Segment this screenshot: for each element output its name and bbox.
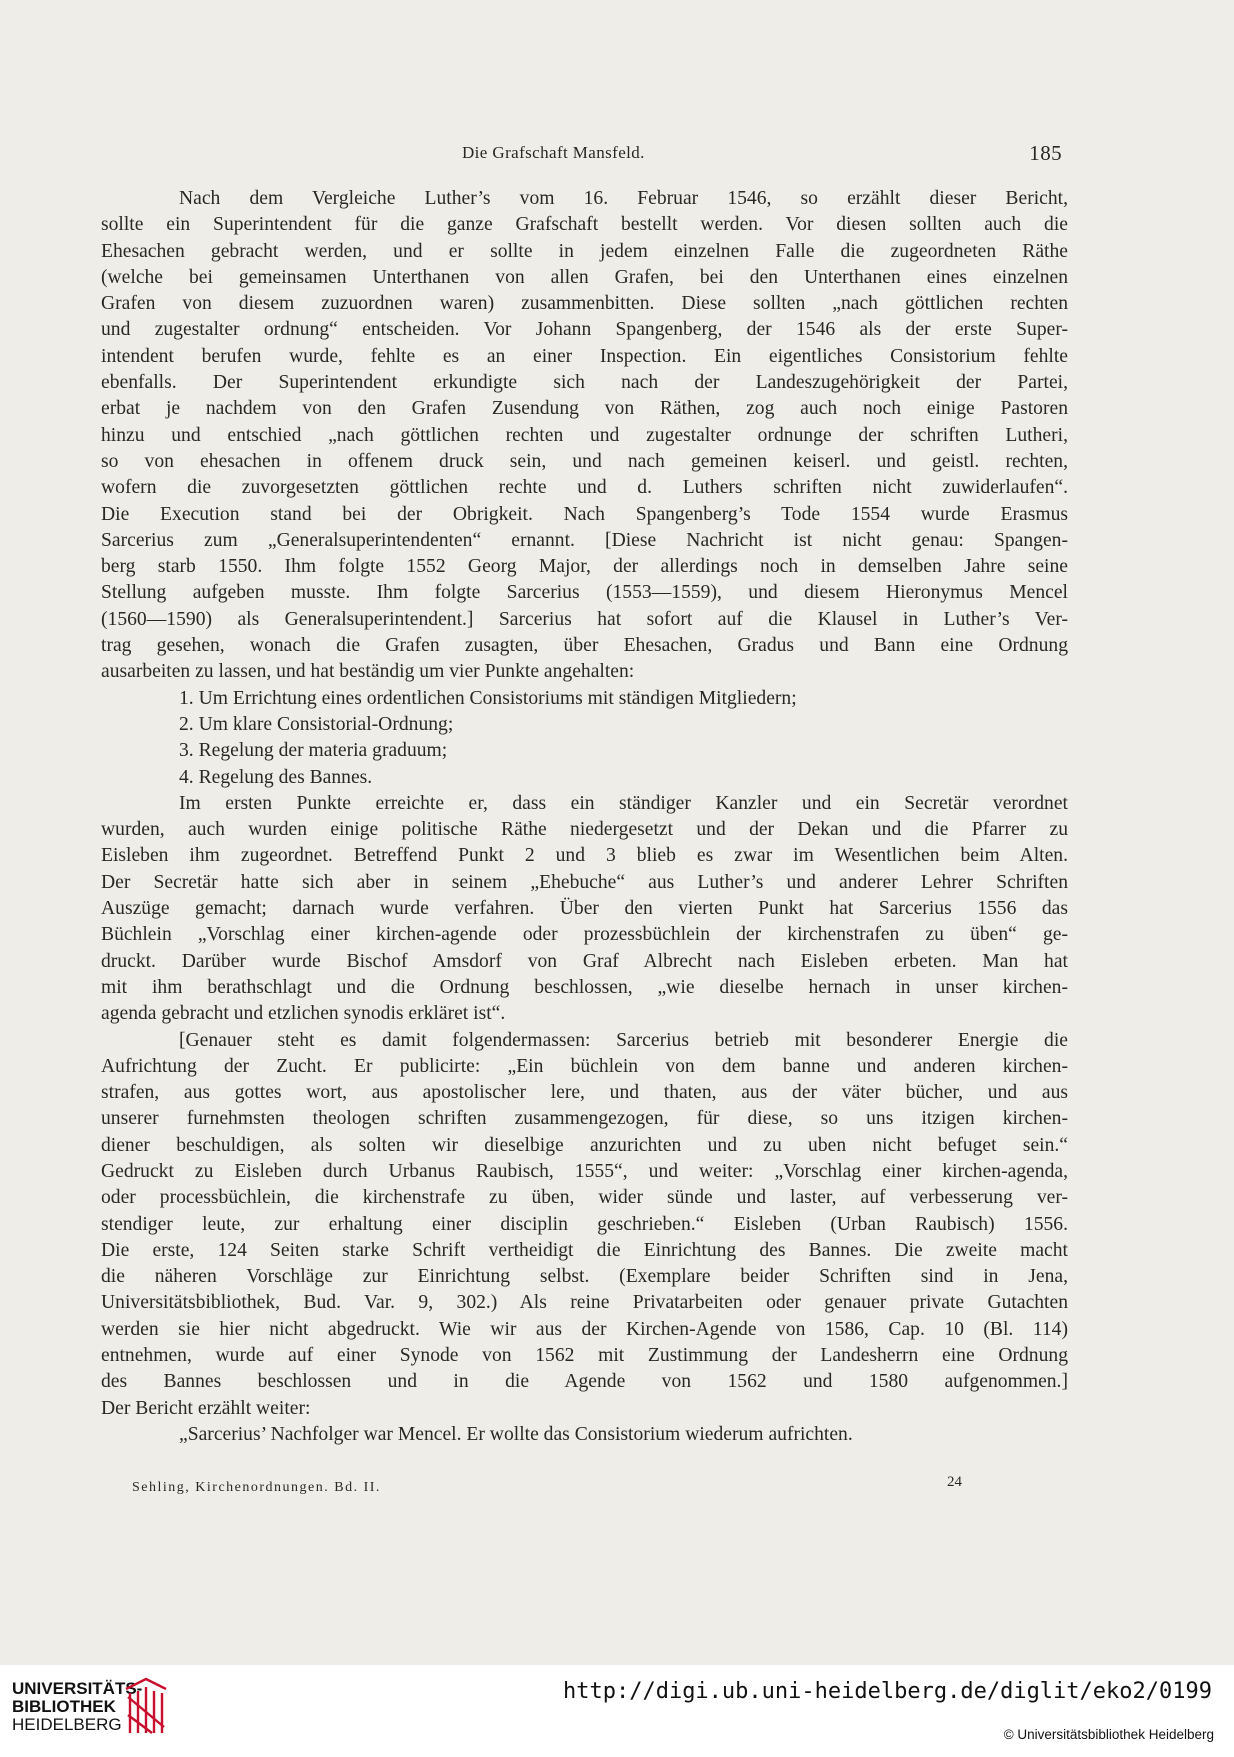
text-line: Ehesachen gebracht werden, und er sollte in jedem einzelnen Falle die zugeordneten Räthe xyxy=(101,240,1068,262)
text-line: werden sie hier nicht abgedruckt. Wie wir aus der Kirchen-Agende von 1586, Cap. 10 (Bl. 114) xyxy=(101,1318,1068,1340)
text-line: Aufrichtung der Zucht. Er publicirte: „Ein büchlein von dem banne und anderen kirchen- xyxy=(101,1055,1068,1077)
text-line: Gedruckt zu Eisleben durch Urbanus Raubisch, 1555“, und weiter: „Vorschlag einer kirchen-agenda, xyxy=(101,1160,1068,1182)
text-line: strafen, aus gottes wort, aus apostolischer lere, und thaten, aus der väter bücher, und aus xyxy=(101,1082,1068,1104)
text-line: intendent berufen wurde, fehlte es an einer Inspection. Ein eigentliches Consistorium fehlte xyxy=(101,345,1068,367)
text-line: erbat je nachdem von den Grafen Zusendung von Räthen, zog auch noch einige Pastoren xyxy=(101,398,1068,420)
text-line: des Bannes beschlossen und in die Agende von 1562 und 1580 aufgenommen.] xyxy=(101,1371,1068,1393)
body-text xyxy=(101,186,1068,1448)
text-line: Grafen von diesem zuzuordnen waren) zusammenbitten. Diese sollten „nach göttlichen rechten xyxy=(101,293,1068,315)
text-line: Sarcerius zum „Generalsuperintendenten“ ernannt. [Diese Nachricht ist nicht genau: Spangen- xyxy=(101,529,1068,551)
text-line: trag gesehen, wonach die Grafen zusagten, über Ehesachen, Gradus und Bann eine Ordnung xyxy=(101,635,1068,657)
text-line: so von ehesachen in offenem druck sein, und nach gemeinen keiserl. und geistl. rechten, xyxy=(101,450,1068,472)
text-line: [Genauer steht es damit folgendermassen: Sarcerius betrieb mit besonderer Energie die xyxy=(179,1029,1068,1051)
text-line: entnehmen, wurde auf einer Synode von 1562 mit Zustimmung der Landesherrn eine Ordnung xyxy=(101,1345,1068,1367)
text-line: wurden, auch wurden einige politische Räthe niedergesetzt und der Dekan und die Pfarrer zu xyxy=(101,819,1068,841)
logo-line-3: HEIDELBERG xyxy=(12,1715,122,1734)
text-line: (welche bei gemeinsamen Unterthanen von allen Grafen, bei den Unterthanen eines einzelnen xyxy=(101,266,1068,288)
text-line: Auszüge gemacht; darnach wurde verfahren. Über den vierten Punkt hat Sarcerius 1556 das xyxy=(101,898,1068,920)
logo-line-2: BIBLIOTHEK xyxy=(12,1697,116,1716)
sheet-number: 24 xyxy=(947,1474,962,1490)
text-line: 4. Regelung des Bannes. xyxy=(179,766,373,788)
footer xyxy=(132,1474,962,1496)
text-line: 1. Um Errichtung eines ordentlichen Consistoriums mit ständigen Mitgliedern; xyxy=(179,687,797,709)
copyright-notice: © Universitätsbibliothek Heidelberg xyxy=(1003,1727,1214,1742)
text-line: diener beschuldigen, als solten wir dieselbige anzurichten und zu uben nicht befuget sein.“ xyxy=(101,1134,1068,1156)
text-line: unserer furnehmsten theologen schriften zusammengezogen, für diese, so uns itzigen kirchen- xyxy=(101,1108,1068,1130)
text-line: „Sarcerius’ Nachfolger war Mencel. Er wollte das Consistorium wiederum aufrichten. xyxy=(179,1423,853,1445)
text-line: oder processbüchlein, die kirchenstrafe zu üben, wider sünde und laster, auf verbesserung ver- xyxy=(101,1187,1068,1209)
text-line: ebenfalls. Der Superintendent erkundigte sich nach der Landeszugehörigkeit der Partei, xyxy=(101,372,1068,394)
running-title: Die Grafschaft Mansfeld. xyxy=(462,143,645,162)
text-line: die näheren Vorschläge zur Einrichtung selbst. (Exemplare beider Schriften sind in Jena, xyxy=(101,1266,1068,1288)
page-number: 185 xyxy=(1029,141,1062,165)
text-line: ausarbeiten zu lassen, und hat beständig um vier Punkte angehalten: xyxy=(101,661,635,683)
text-line: Die erste, 124 Seiten starke Schrift vertheidigt die Einrichtung des Bannes. Die zweite macht xyxy=(101,1239,1068,1261)
text-line: hinzu und entschied „nach göttlichen rechten und zugestalter ordnunge der schriften Lutheri, xyxy=(101,424,1068,446)
text-line: Nach dem Vergleiche Luther’s vom 16. Februar 1546, so erzählt dieser Bericht, xyxy=(179,188,1068,209)
library-logo-icon xyxy=(122,1675,170,1737)
text-line: stendiger leute, zur erhaltung einer disciplin geschrieben.“ Eisleben (Urban Raubisch) 1556. xyxy=(101,1213,1068,1235)
text-line: berg starb 1550. Ihm folgte 1552 Georg Major, der allerdings noch in demselben Jahre seine xyxy=(101,556,1068,578)
signature-line: Sehling, Kirchenordnungen. Bd. II. xyxy=(132,1480,381,1495)
text-line: Im ersten Punkte erreichte er, dass ein ständiger Kanzler und ein Secretär verordnet xyxy=(179,792,1068,814)
text-line: Der Secretär hatte sich aber in seinem „Ehebuche“ aus Luther’s und anderer Lehrer Schriften xyxy=(101,871,1068,893)
text-line: agenda gebracht und etzlichen synodis erkläret ist“. xyxy=(101,1003,506,1025)
source-url[interactable]: http://digi.ub.uni-heidelberg.de/diglit/eko2/0199 xyxy=(562,1679,1212,1704)
text-line: (1560—1590) als Generalsuperintendent.] Sarcerius hat sofort auf die Klausel in Luther’s Ver- xyxy=(101,608,1068,630)
text-line: druckt. Darüber wurde Bischof Amsdorf von Graf Albrecht nach Eisleben erbeten. Man hat xyxy=(101,950,1068,972)
text-line: Universitätsbibliothek, Bud. Var. 9, 302.) Als reine Privatarbeiten oder genauer private Gutachten xyxy=(101,1292,1068,1314)
text-line: Stellung aufgeben musste. Ihm folgte Sarcerius (1553—1559), und diesem Hieronymus Mencel xyxy=(101,582,1068,604)
text-line: Der Bericht erzählt weiter: xyxy=(101,1397,311,1419)
text-line: Die Execution stand bei der Obrigkeit. Nach Spangenberg’s Tode 1554 wurde Erasmus xyxy=(101,503,1068,525)
text-line: mit ihm berathschlagt und die Ordnung beschlossen, „wie dieselbe hernach in unser kirchen- xyxy=(101,976,1068,998)
text-line: 2. Um klare Consistorial-Ordnung; xyxy=(179,713,454,735)
text-line: 3. Regelung der materia graduum; xyxy=(179,740,448,762)
text-line: und zugestalter ordnung“ entscheiden. Vor Johann Spangenberg, der 1546 als der erste Super- xyxy=(101,319,1068,341)
logo-line-1: UNIVERSITÄTS- xyxy=(12,1679,143,1698)
library-banner xyxy=(0,1665,1234,1757)
text-line: sollte ein Superintendent für die ganze Grafschaft bestellt werden. Vor diesen sollten auch die xyxy=(101,214,1068,236)
text-line: Büchlein „Vorschlag einer kirchen-agende oder prozessbüchlein der kirchenstrafen zu üben“ ge- xyxy=(101,924,1068,946)
text-line: Eisleben ihm zugeordnet. Betreffend Punkt 2 und 3 blieb es zwar im Wesentlichen beim Alten. xyxy=(101,845,1068,867)
text-line: wofern die zuvorgesetzten göttlichen rechte und d. Luthers schriften nicht zuwiderlaufen“. xyxy=(101,477,1068,499)
